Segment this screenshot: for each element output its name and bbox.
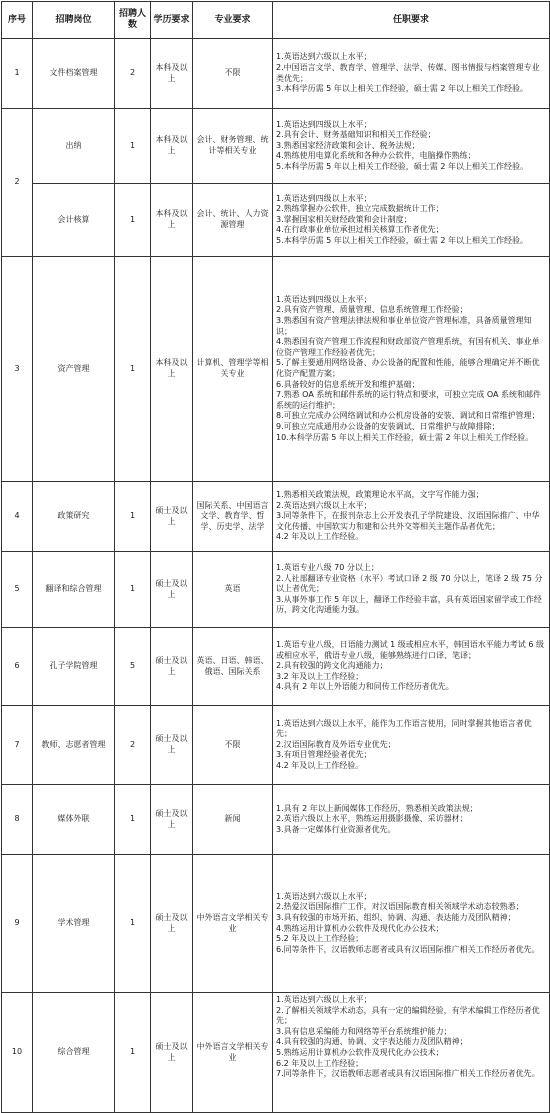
req-line: 3.熟悉国有资产管理法律法规和事业单位资产管理标准，具备质量管理知识； — [276, 316, 532, 336]
cell-req — [273, 552, 550, 628]
cell-major: 国际关系、中国语言文学、教育学、哲学、历史学、法学 — [193, 482, 273, 552]
req-line: 3.熟悉国家经济政策和会计、税务法规； — [276, 140, 420, 150]
cell-count: 1 — [115, 257, 151, 482]
cell-no: 4 — [2, 482, 33, 552]
cell-position: 资产管理 — [33, 257, 115, 482]
cell-position: 孔子学院管理 — [33, 628, 115, 706]
req-line: 1.英语达到六级以上水平； — [276, 891, 372, 901]
req-line: 1.英语达到六级以上水平； — [276, 995, 372, 1004]
cell-position: 文件档案管理 — [33, 39, 115, 109]
req-line: 4.熟练运用计算机办公软件及现代化办公技术； — [276, 923, 444, 933]
cell-position: 综合管理 — [33, 993, 115, 1113]
req-line: 3.具有较强的市场开拓、组织、协调、沟通、表达能力及团队精神； — [276, 912, 516, 922]
recruitment-table — [1, 1, 550, 1113]
cell-req — [273, 39, 550, 109]
cell-count: 2 — [115, 706, 151, 785]
req-line: 6.具备较好的信息系统开发和维护基础； — [276, 379, 420, 389]
req-line: 5.本科学历需 5 年以上相关工作经验，硕士需 2 年以上相关工作经验。 — [276, 161, 528, 171]
table-body — [2, 39, 550, 1113]
req-line: 1.熟悉相关政策法规，政策理论水平高，文字写作能力强； — [276, 490, 484, 500]
header-count: 招聘人数 — [115, 2, 151, 39]
req-line: 4.2 年及以上工作经验。 — [276, 760, 364, 770]
cell-position: 学术管理 — [33, 855, 115, 993]
table-row — [2, 993, 550, 1113]
req-line: 3.同等条件下，在报刊杂志上公开发表孔子学院建设、汉语国际推广、中华文化传播、中国软实力和建和公共外交等相关主题作品者优先； — [276, 511, 540, 531]
req-line: 5.了解主要通用网络设备、办公设备的配置和性能，能够合理确定并不断优化资产配置方案； — [276, 358, 540, 378]
cell-req — [273, 785, 550, 855]
req-line: 3.具备一定媒体行业资源者优先。 — [276, 824, 396, 834]
cell-edu: 本科及以上 — [151, 39, 193, 109]
table-row — [2, 706, 550, 785]
cell-position: 媒体外联 — [33, 785, 115, 855]
cell-count: 1 — [115, 552, 151, 628]
cell-major: 不限 — [193, 706, 273, 785]
cell-major: 计算机、管理学等相关专业 — [193, 257, 273, 482]
req-line: 3.本科学历需 5 年以上相关工作经验，硕士需 2 年以上相关工作经验。 — [276, 84, 528, 94]
req-line: 2.具有较强的跨文化沟通能力； — [276, 661, 388, 671]
header-no: 序号 — [2, 2, 33, 39]
req-line: 3.有项目管理经验者优先； — [276, 750, 372, 760]
cell-edu: 硕士及以上 — [151, 482, 193, 552]
cell-edu: 本科及以上 — [151, 109, 193, 184]
req-line: 5.本科学历需 5 年以上相关工作经验，硕士需 2 年以上相关工作经验。 — [276, 235, 528, 245]
cell-req — [273, 257, 550, 482]
req-line: 1.英语达到四级以上水平； — [276, 119, 372, 129]
cell-no: 5 — [2, 552, 33, 628]
cell-major: 中外语言文学相关专业 — [193, 855, 273, 993]
cell-edu: 本科及以上 — [151, 257, 193, 482]
cell-no: 9 — [2, 855, 33, 993]
req-line: 2.人社部翻译专业资格（水平）考试口译 2 级 70 分以上，笔译 2 级 75 分以上者优先； — [276, 573, 543, 594]
cell-req — [273, 706, 550, 785]
cell-major: 会计、财务管理、统计等相关专业 — [193, 109, 273, 184]
cell-position: 教师、志愿者管理 — [33, 706, 115, 785]
req-line: 2.热爱汉语国际推广工作，对汉语国际教育相关领域学术动态较熟悉； — [276, 902, 524, 912]
cell-no: 2 — [2, 109, 33, 257]
cell-major: 新闻 — [193, 785, 273, 855]
header-position: 招聘岗位 — [33, 2, 115, 39]
req-line: 5.熟练运用计算机办公软件及现代化办公技术； — [276, 1047, 444, 1057]
table-row — [2, 39, 550, 109]
req-line: 8.可独立完成办公网络调试和办公机房设备的安装、调试和日常维护管理； — [276, 411, 540, 421]
req-line: 5.2 年及以上工作经验； — [276, 934, 364, 944]
req-line: 1.英语达到四级以上水平； — [276, 193, 372, 203]
req-line: 2.了解相关领域学术动态，具有一定的编辑经验，有学术编辑工作经历者优先； — [276, 1005, 540, 1026]
cell-major: 中外语言文学相关专业 — [193, 993, 273, 1113]
req-line: 4.在行政事业单位承担过相关核算工作者优先； — [276, 225, 444, 235]
req-line: 7.熟悉 OA 系统和邮件系统的运行特点和要求，可独立完成 OA 系统和邮件系统的运行维护； — [276, 390, 542, 410]
header-req: 任职要求 — [273, 2, 550, 39]
cell-edu: 硕士及以上 — [151, 628, 193, 706]
cell-position: 政策研究 — [33, 482, 115, 552]
cell-edu: 硕士及以上 — [151, 855, 193, 993]
cell-count: 1 — [115, 109, 151, 184]
header-major: 专业要求 — [193, 2, 273, 39]
req-line: 6.同等条件下，汉语教师志愿者或具有汉语国际推广相关工作经历者优先。 — [276, 944, 540, 954]
cell-req — [273, 628, 550, 706]
cell-major: 会计、统计、人力资源管理 — [193, 184, 273, 257]
table-row — [2, 552, 550, 628]
req-line: 1.英语专业八级，日语能力测试 1 级或相应水平，韩国语水平能力考试 6 级或相应水平，俄语专业八级，能够熟练进行口译、笔译； — [276, 640, 544, 660]
req-line: 1.具有 2 年以上新闻媒体工作经历，熟悉相关政策法规； — [276, 803, 478, 813]
req-line: 3.具有信息采编能力和网络等平台系统维护能力； — [276, 1026, 452, 1036]
req-line: 2.中国语言文学、教育学、管理学、法学、传媒、图书情报与档案管理专业类优先； — [276, 62, 540, 83]
cell-count: 1 — [115, 993, 151, 1113]
req-line: 2.英语六级以上水平，熟练运用摄影摄像、采访器材； — [276, 814, 468, 824]
cell-no: 6 — [2, 628, 33, 706]
header-edu: 学历要求 — [151, 2, 193, 39]
req-line: 9.可独立完成通用办公设备的安装调试、日常维护与故障排除； — [276, 421, 500, 431]
cell-major: 英语、日语、韩语、俄语、国际关系 — [193, 628, 273, 706]
table-row — [2, 855, 550, 993]
cell-edu: 本科及以上 — [151, 184, 193, 257]
cell-no: 7 — [2, 706, 33, 785]
req-line: 3.2 年及以上工作经验； — [276, 671, 364, 681]
req-line: 2.具有资产管理、质量管理、信息系统管理工作经验； — [276, 305, 468, 315]
req-line: 4.2 年及以上工作经验。 — [276, 532, 364, 542]
cell-edu: 硕士及以上 — [151, 552, 193, 628]
table-row — [2, 785, 550, 855]
req-line: 2.汉语国际教育及外语专业优先； — [276, 739, 396, 749]
cell-count: 5 — [115, 628, 151, 706]
req-line: 2.英语达到六级以上水平； — [276, 500, 372, 510]
cell-edu: 硕士及以上 — [151, 706, 193, 785]
req-line: 2.熟练掌握办公软件，独立完成数据统计工作； — [276, 204, 444, 214]
req-line: 4.具有较强的沟通、协调、文字表达能力及团队精神； — [276, 1037, 468, 1047]
table-row — [2, 257, 550, 482]
cell-count: 1 — [115, 785, 151, 855]
req-line: 10.本科学历需 5 年以上相关工作经验，硕士需 2 年以上相关工作经验。 — [276, 432, 534, 442]
req-line: 1.英语专业八级 70 分以上； — [276, 563, 379, 573]
req-line: 7.同等条件下，汉语教师志愿者或具有汉语国际推广相关工作经历者优先。 — [276, 1069, 540, 1079]
req-line: 2.具有会计、财务基础知识和相关工作经验； — [276, 130, 436, 140]
req-line: 6.2 年及以上工作经验； — [276, 1058, 364, 1068]
req-line: 4.具有 2 年以上外语能力和同传工作经历者优先。 — [276, 682, 454, 692]
cell-no: 3 — [2, 257, 33, 482]
req-line: 4.熟练使用电算化系统和各种办公软件，电脑操作熟练； — [276, 151, 476, 161]
req-line: 1.英语达到四级以上水平； — [276, 294, 372, 304]
cell-no: 1 — [2, 39, 33, 109]
table-row — [2, 109, 550, 184]
cell-req — [273, 855, 550, 993]
cell-position: 翻译和综合管理 — [33, 552, 115, 628]
req-line: 1.英语达到六级以上水平，能作为工作语言使用，同时掌握其他语言者优先； — [276, 718, 532, 739]
cell-count: 1 — [115, 184, 151, 257]
header-row — [2, 2, 550, 39]
cell-req — [273, 482, 550, 552]
table-row — [2, 628, 550, 706]
cell-no: 8 — [2, 785, 33, 855]
table-row — [2, 184, 550, 257]
cell-no: 10 — [2, 993, 33, 1113]
cell-count: 1 — [115, 482, 151, 552]
cell-major: 不限 — [193, 39, 273, 109]
cell-position: 会计核算 — [33, 184, 115, 257]
cell-req — [273, 993, 550, 1113]
cell-position: 出纳 — [33, 109, 115, 184]
cell-major: 英语 — [193, 552, 273, 628]
cell-edu: 硕士及以上 — [151, 993, 193, 1113]
req-line: 4.熟悉国有资产管理工作流程和财政部资产管理系统，有国有机关、事业单位资产管理工作经验者优先； — [276, 337, 540, 357]
req-line: 3.从事外事工作 5 年以上，翻译工作经验丰富，具有英语国家留学或工作经历，跨文化沟通能力强。 — [276, 594, 542, 615]
req-line: 1.英语达到六级以上水平； — [276, 52, 372, 62]
cell-count: 1 — [115, 855, 151, 993]
cell-count: 2 — [115, 39, 151, 109]
cell-req — [273, 109, 550, 184]
cell-req — [273, 184, 550, 257]
table-row — [2, 482, 550, 552]
cell-edu: 硕士及以上 — [151, 785, 193, 855]
req-line: 3.掌握国家相关财经政策和会计制度； — [276, 214, 412, 224]
